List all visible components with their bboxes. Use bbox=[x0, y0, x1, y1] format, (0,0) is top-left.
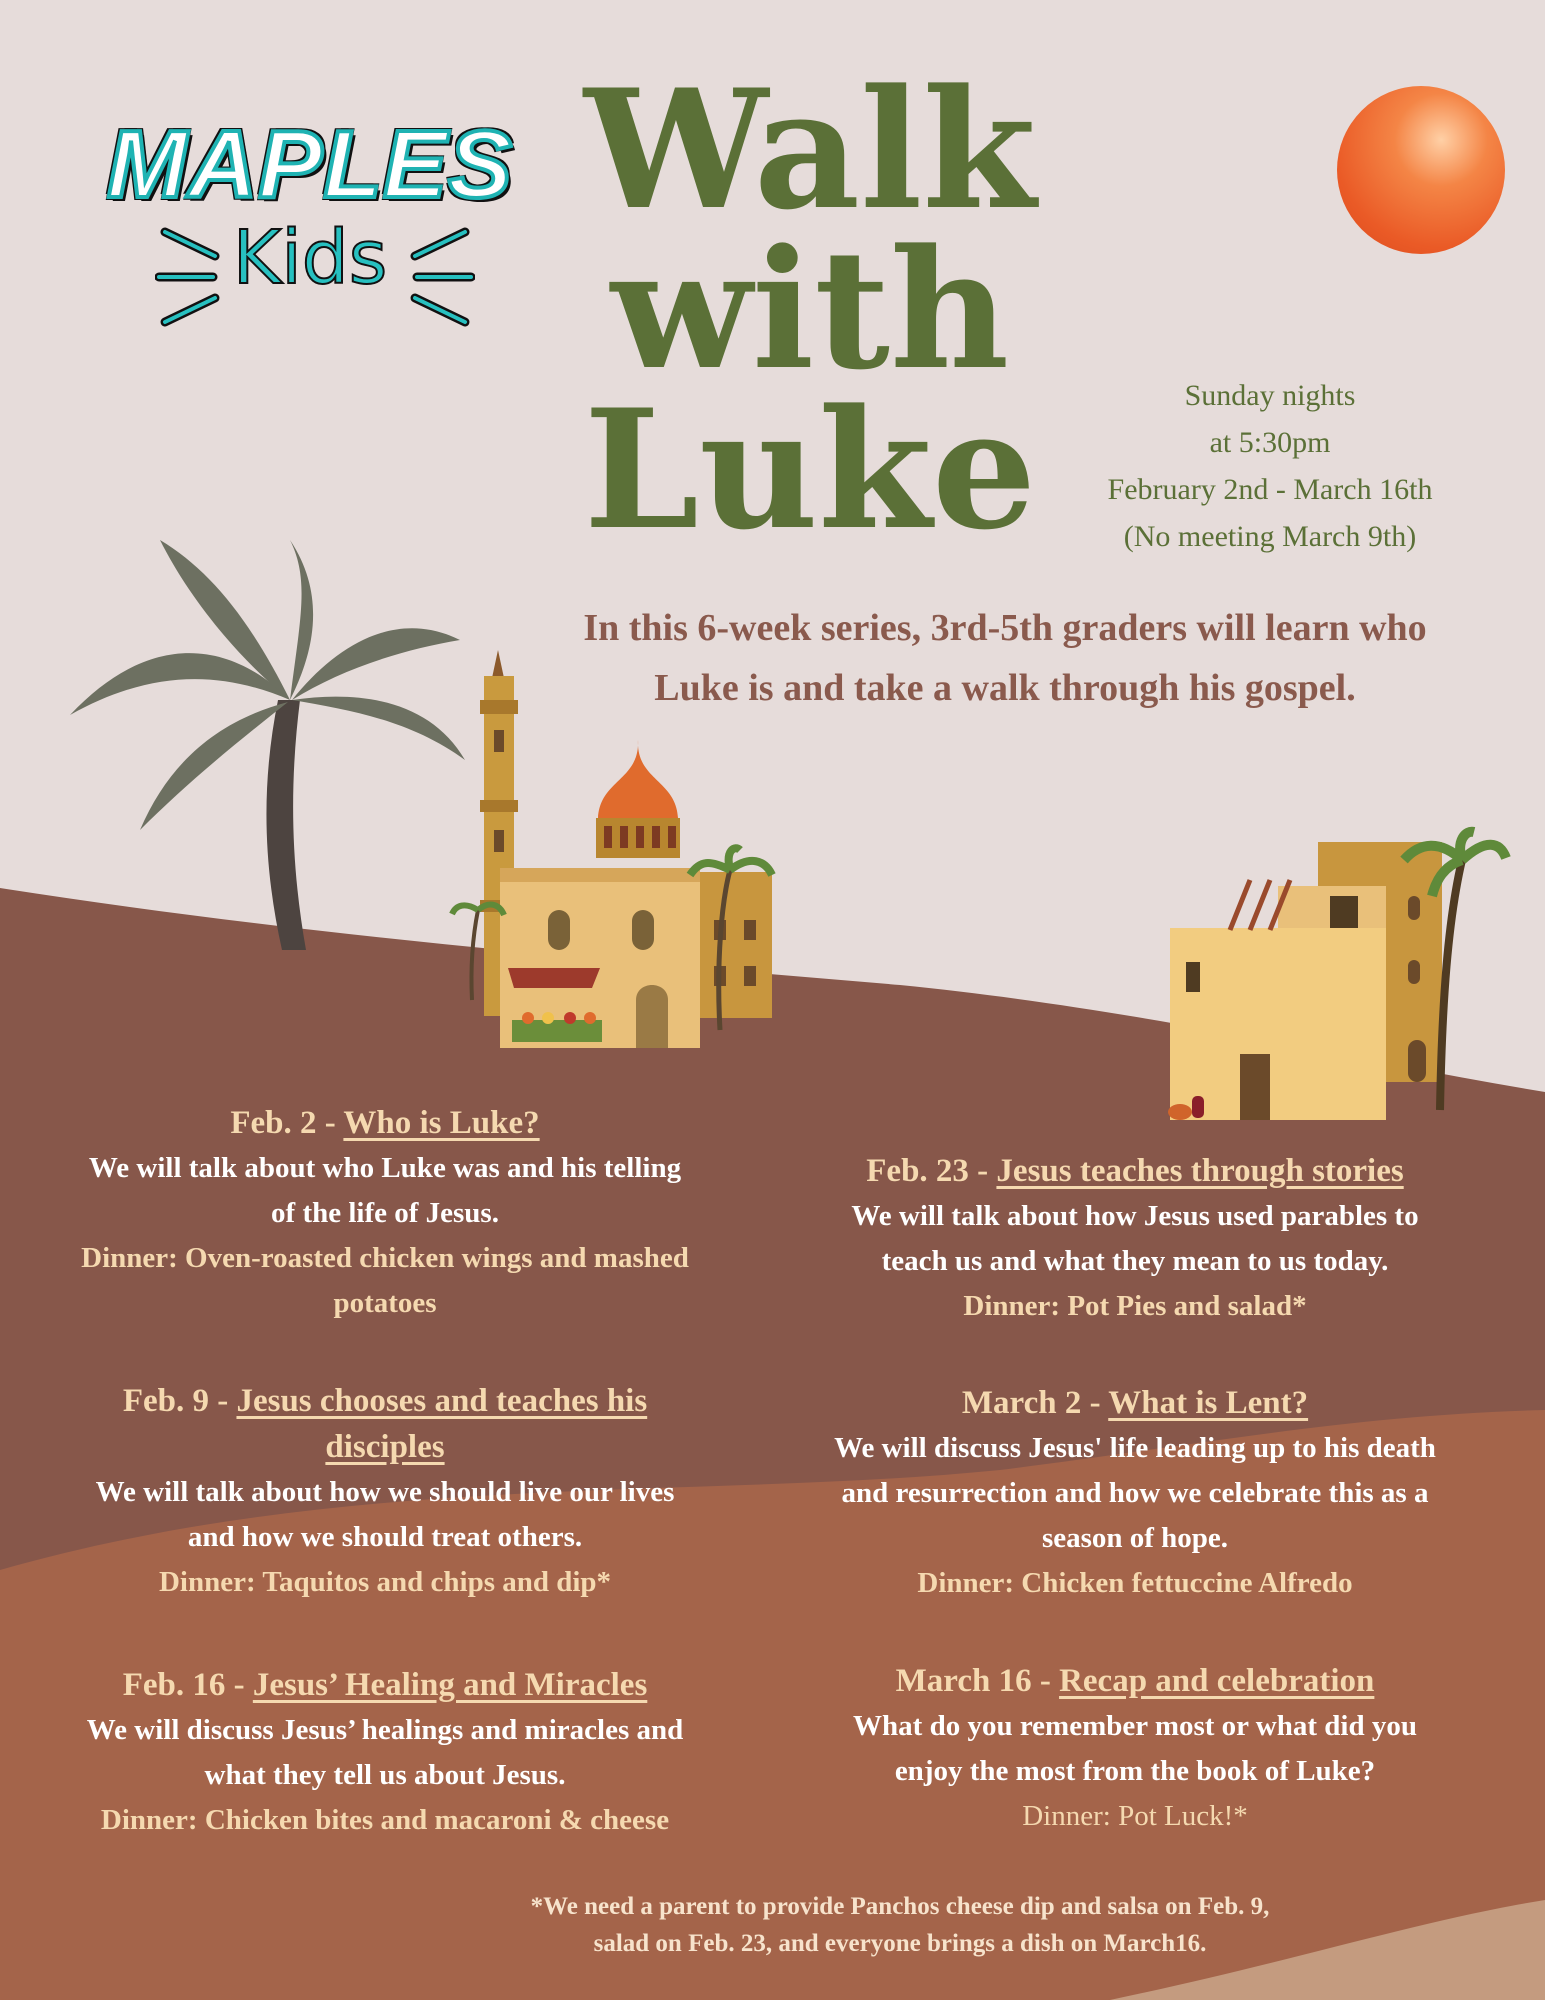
session-dinner: Dinner: Oven-roasted chicken wings and mashed potatoes bbox=[81, 1242, 689, 1319]
series-intro: In this 6-week series, 3rd-5th graders will learn who Luke is and take a walk through his gospel. bbox=[583, 607, 1427, 709]
schedule-info bbox=[1055, 372, 1485, 560]
schedule-line-3: February 2nd - March 16th bbox=[1107, 473, 1433, 506]
session-description: We will talk about who Luke was and his telling of the life of Jesus. bbox=[88, 1152, 682, 1229]
session-heading: Feb. 23 - Jesus teaches through stories bbox=[866, 1153, 1404, 1189]
session-description: What do you remember most or what did you enjoy the most from the book of Luke? bbox=[853, 1710, 1417, 1787]
footnote: *We need a parent to provide Panchos cheese dip and salsa on Feb. 9, salad on Feb. 23, and everyone brings a dish on March16. bbox=[530, 1893, 1270, 1957]
schedule-line-4: (No meeting March 9th) bbox=[1123, 520, 1417, 553]
session-march-16 bbox=[820, 1658, 1450, 1839]
session-feb-9 bbox=[80, 1378, 690, 1605]
session-description: We will talk about how we should live our lives and how we should treat others. bbox=[95, 1476, 675, 1553]
session-heading: Feb. 9 - Jesus chooses and teaches his disciples bbox=[122, 1383, 648, 1465]
session-dinner: Dinner: Chicken bites and macaroni & cheese bbox=[100, 1804, 670, 1836]
logo-wordmark: MAPLES bbox=[106, 111, 514, 218]
session-topic: What is Lent? bbox=[1108, 1385, 1309, 1421]
title-line-2: with bbox=[610, 213, 1010, 406]
schedule-line-2: at 5:30pm bbox=[1209, 426, 1331, 459]
session-heading: March 2 - What is Lent? bbox=[961, 1385, 1309, 1421]
maples-kids-logo bbox=[60, 110, 560, 330]
session-topic: Jesus teaches through stories bbox=[996, 1153, 1404, 1189]
session-topic: Jesus chooses and teaches his disciples bbox=[236, 1383, 648, 1465]
session-topic: Jesus’ Healing and Miracles bbox=[252, 1667, 648, 1703]
session-dinner: Dinner: Pot Luck!* bbox=[1022, 1800, 1248, 1832]
session-heading: March 16 - Recap and celebration bbox=[895, 1663, 1375, 1699]
logo-sub: Kids bbox=[232, 215, 388, 301]
session-topic: Who is Luke? bbox=[343, 1105, 540, 1141]
session-description: We will discuss Jesus’ healings and miracles and what they tell us about Jesus. bbox=[86, 1714, 684, 1791]
palm-tree-icon bbox=[70, 540, 465, 950]
session-feb-2 bbox=[80, 1100, 690, 1326]
session-topic: Recap and celebration bbox=[1059, 1663, 1375, 1699]
page-title bbox=[540, 53, 1080, 566]
session-heading: Feb. 2 - Who is Luke? bbox=[230, 1105, 540, 1141]
session-feb-16 bbox=[80, 1662, 690, 1843]
title-line-3: Luke bbox=[583, 373, 1037, 566]
title-line-1: Walk bbox=[583, 53, 1037, 246]
session-dinner: Dinner: Taquitos and chips and dip* bbox=[158, 1566, 612, 1598]
session-description: We will discuss Jesus' life leading up to his death and resurrection and how we celebrate this as a season of hope. bbox=[834, 1432, 1436, 1554]
session-dinner: Dinner: Chicken fettuccine Alfredo bbox=[917, 1567, 1353, 1599]
session-description: We will talk about how Jesus used parables to teach us and what they mean to us today. bbox=[851, 1200, 1419, 1277]
session-feb-23 bbox=[820, 1148, 1450, 1329]
schedule-line-1: Sunday nights bbox=[1184, 379, 1356, 412]
session-march-2 bbox=[820, 1380, 1450, 1606]
session-heading: Feb. 16 - Jesus’ Healing and Miracles bbox=[122, 1667, 648, 1703]
session-dinner: Dinner: Pot Pies and salad* bbox=[963, 1290, 1307, 1322]
sun-icon bbox=[1337, 86, 1505, 254]
